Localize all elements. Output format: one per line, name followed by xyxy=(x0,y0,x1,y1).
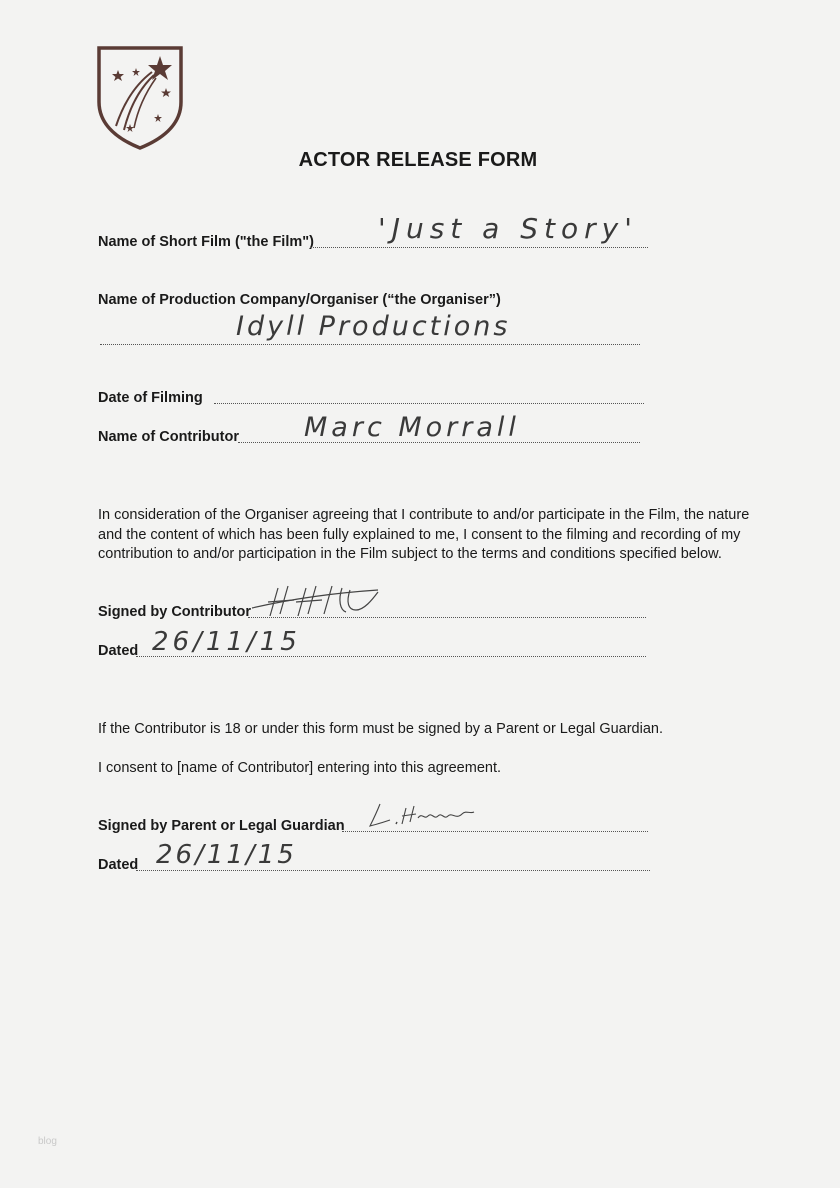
signed-by-guardian-label: Signed by Parent or Legal Guardian xyxy=(98,818,345,834)
date-of-filming-dotted-line xyxy=(214,401,644,404)
contributor-handwritten: Marc Morrall xyxy=(304,412,520,443)
blog-watermark: blog xyxy=(38,1136,57,1147)
dated-guardian-handwritten: 26/11/15 xyxy=(156,840,297,870)
dated-contributor-label: Dated xyxy=(98,643,139,659)
consent-line: In consideration of the Organiser agreeing that I contribute to and/or participate in the Film, the nature xyxy=(98,507,750,523)
dated-contributor-handwritten: 26/11/15 xyxy=(152,627,301,657)
contributor-signature xyxy=(248,580,382,620)
contributor-label: Name of Contributor xyxy=(98,429,239,445)
date-of-filming-label: Date of Filming xyxy=(98,390,203,406)
signed-by-contributor-label: Signed by Contributor xyxy=(98,604,252,620)
dated-guardian-label: Dated xyxy=(98,857,139,873)
guardian-consent-text: I consent to [name of Contributor] entering into this agreement. xyxy=(98,760,502,776)
consent-line: and the content of which has been fully explained to me, I consent to the filming and recording of my xyxy=(98,526,741,543)
film-name-handwritten: 'Just a Story' xyxy=(378,212,638,245)
company-label: Name of Production Company/Organiser (“the Organiser”) xyxy=(98,292,501,308)
film-name-label: Name of Short Film ("the Film") xyxy=(98,234,314,250)
film-name-dotted-line xyxy=(310,245,648,248)
minor-notice: If the Contributor is 18 or under this form must be signed by a Parent or Legal Guardian. xyxy=(98,721,663,737)
shooting-star-crest-logo xyxy=(96,44,184,150)
company-handwritten: Idyll Productions xyxy=(236,311,511,342)
guardian-signature xyxy=(366,800,478,830)
form-title: ACTOR RELEASE FORM xyxy=(298,149,538,171)
company-dotted-line xyxy=(100,342,640,345)
consent-paragraph xyxy=(98,506,750,565)
consent-line: contribution to and/or participation in the Film subject to the terms and conditions specified below. xyxy=(98,546,722,562)
